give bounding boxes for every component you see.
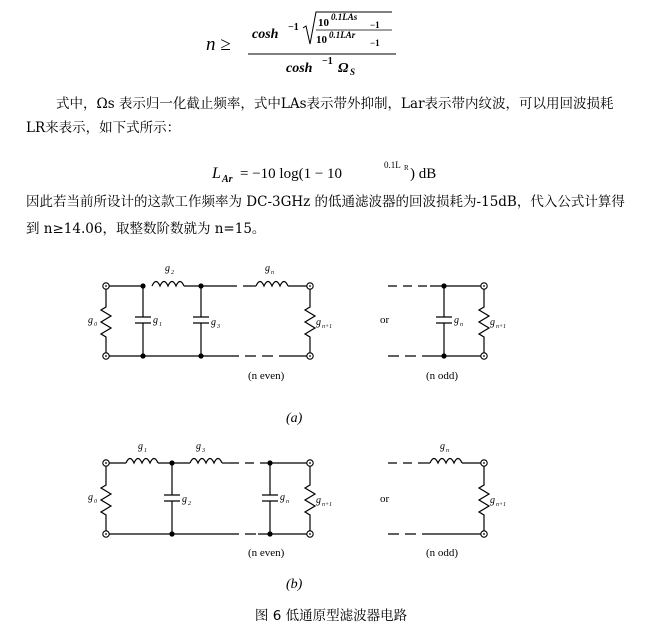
figure-caption: 图 6 低通原型滤波器电路 <box>254 608 408 624</box>
label-odd-gn-a: g <box>454 315 459 326</box>
formula1-den-omega: Ω <box>338 61 349 76</box>
resistor-g0-b <box>101 463 111 534</box>
formula1-num-minus2: −1 <box>370 38 380 48</box>
inductor-gn-odd-b <box>430 459 462 464</box>
formula1-num-ten1: 10 <box>318 17 329 29</box>
formula1-lhs: n ≥ <box>206 34 231 55</box>
label-n-even-a: (n even) <box>248 370 285 382</box>
label-g2-a: g <box>165 263 170 274</box>
label-g1-b: g <box>138 441 143 452</box>
resistor-g0-a <box>101 286 111 356</box>
formula1-den-sup: −1 <box>322 56 333 67</box>
formula2-exp: 0.1L <box>384 160 401 170</box>
label-g0-b: g <box>88 492 93 503</box>
resistor-gn1-odd-a <box>479 286 489 356</box>
label-gn1-sub-a: n+1 <box>322 324 333 330</box>
formula1-num-cosh: cosh <box>252 27 279 42</box>
capacitor-g2-b <box>164 463 180 534</box>
formula1-num-exp2: 0.1LAr <box>329 30 356 40</box>
inductor-gn-a <box>256 282 288 287</box>
capacitor-gn-b <box>262 463 278 534</box>
label-n-odd-b: (n odd) <box>426 547 459 559</box>
label-g3-b: g <box>196 441 201 452</box>
circuit-b <box>101 459 489 538</box>
label-tag-a: (a) <box>286 411 303 426</box>
label-g0-sub-a: 0 <box>94 322 97 328</box>
label-g1-a: g <box>153 315 158 326</box>
label-odd-gn-sub-a: n <box>460 322 463 328</box>
label-n-odd-a: (n odd) <box>426 370 459 382</box>
resistor-gn1-b <box>305 463 315 534</box>
label-g0-sub-b: 0 <box>94 499 97 505</box>
label-gn-b: g <box>280 492 285 503</box>
label-g1-sub-a: 1 <box>159 322 162 328</box>
formula2-exp-sub: R <box>404 164 409 172</box>
label-odd-gn-b: g <box>440 441 445 452</box>
resistor-gn1-odd-b <box>479 463 489 534</box>
label-odd-gn1-b: g <box>490 495 495 506</box>
label-gn1-b: g <box>316 495 321 506</box>
formula-return-loss <box>0 154 662 194</box>
label-g2-sub-b: 2 <box>188 501 191 507</box>
label-odd-gn1-sub-a: n+1 <box>496 324 507 330</box>
lowpass-prototype-circuits <box>0 255 662 605</box>
label-or-b: or <box>380 493 390 505</box>
circuit-a <box>101 282 489 360</box>
formula-order-n <box>0 0 662 80</box>
formula2-tail: ) dB <box>410 166 437 182</box>
inductor-g1-b <box>126 459 158 464</box>
formula1-num-exp1: 0.1LAs <box>331 12 358 22</box>
resistor-gn1-a <box>305 286 315 356</box>
label-g1-sub-b: 1 <box>144 448 147 454</box>
label-odd-gn-sub-b: n <box>446 448 449 454</box>
label-gn-sub-a: n <box>271 270 274 276</box>
formula2-lhs: L <box>212 165 221 182</box>
formula1-num-ten2: 10 <box>316 34 327 46</box>
paragraph-2-line-1: 因此若当前所设计的这款工作频率为 DC-3GHz 的低通滤波器的回波损耗为-15dB，代入公式计算得 <box>26 194 625 210</box>
capacitor-g3-a <box>193 286 209 356</box>
inductor-g3-b <box>190 459 222 464</box>
label-g0-a: g <box>88 315 93 326</box>
label-tag-b: (b) <box>286 577 303 592</box>
capacitor-gn-odd-a <box>436 286 452 356</box>
inductor-g2-a <box>152 282 184 287</box>
capacitor-g1-a <box>135 286 151 356</box>
formula1-num-sup: −1 <box>288 22 299 33</box>
formula1-num-minus1: −1 <box>370 20 380 30</box>
label-n-even-b: (n even) <box>248 547 285 559</box>
paragraph-2-line-2: 到 n≥14.06，取整数阶数就为 n=15。 <box>26 221 266 237</box>
label-or-a: or <box>380 314 390 326</box>
label-gn-a: g <box>265 263 270 274</box>
label-gn-sub-b: n <box>286 499 289 505</box>
label-g2-b: g <box>182 494 187 505</box>
label-g3-sub-a: 3 <box>217 324 220 330</box>
label-gn1-a: g <box>316 317 321 328</box>
label-odd-gn1-sub-b: n+1 <box>496 502 507 508</box>
formula1-den-cosh: cosh <box>286 61 313 76</box>
formula1-den-sub: S <box>350 67 356 77</box>
label-gn1-sub-b: n+1 <box>322 502 333 508</box>
formula2-lhs-sub: Ar <box>222 174 233 185</box>
label-g3-sub-b: 3 <box>202 448 205 454</box>
label-g2-sub-a: 2 <box>171 270 174 276</box>
paragraph-1-line-2: LR来表示，如下式所示： <box>26 120 181 136</box>
label-odd-gn1-a: g <box>490 317 495 328</box>
paragraph-1-line-1: 式中，Ωs 表示归一化截止频率，式中LAs表示带外抑制，Lar表示带内纹波，可以用回波损耗 <box>56 96 614 112</box>
label-g3-a: g <box>211 317 216 328</box>
formula2-body: = −10 log(1 − 10 <box>240 166 343 182</box>
